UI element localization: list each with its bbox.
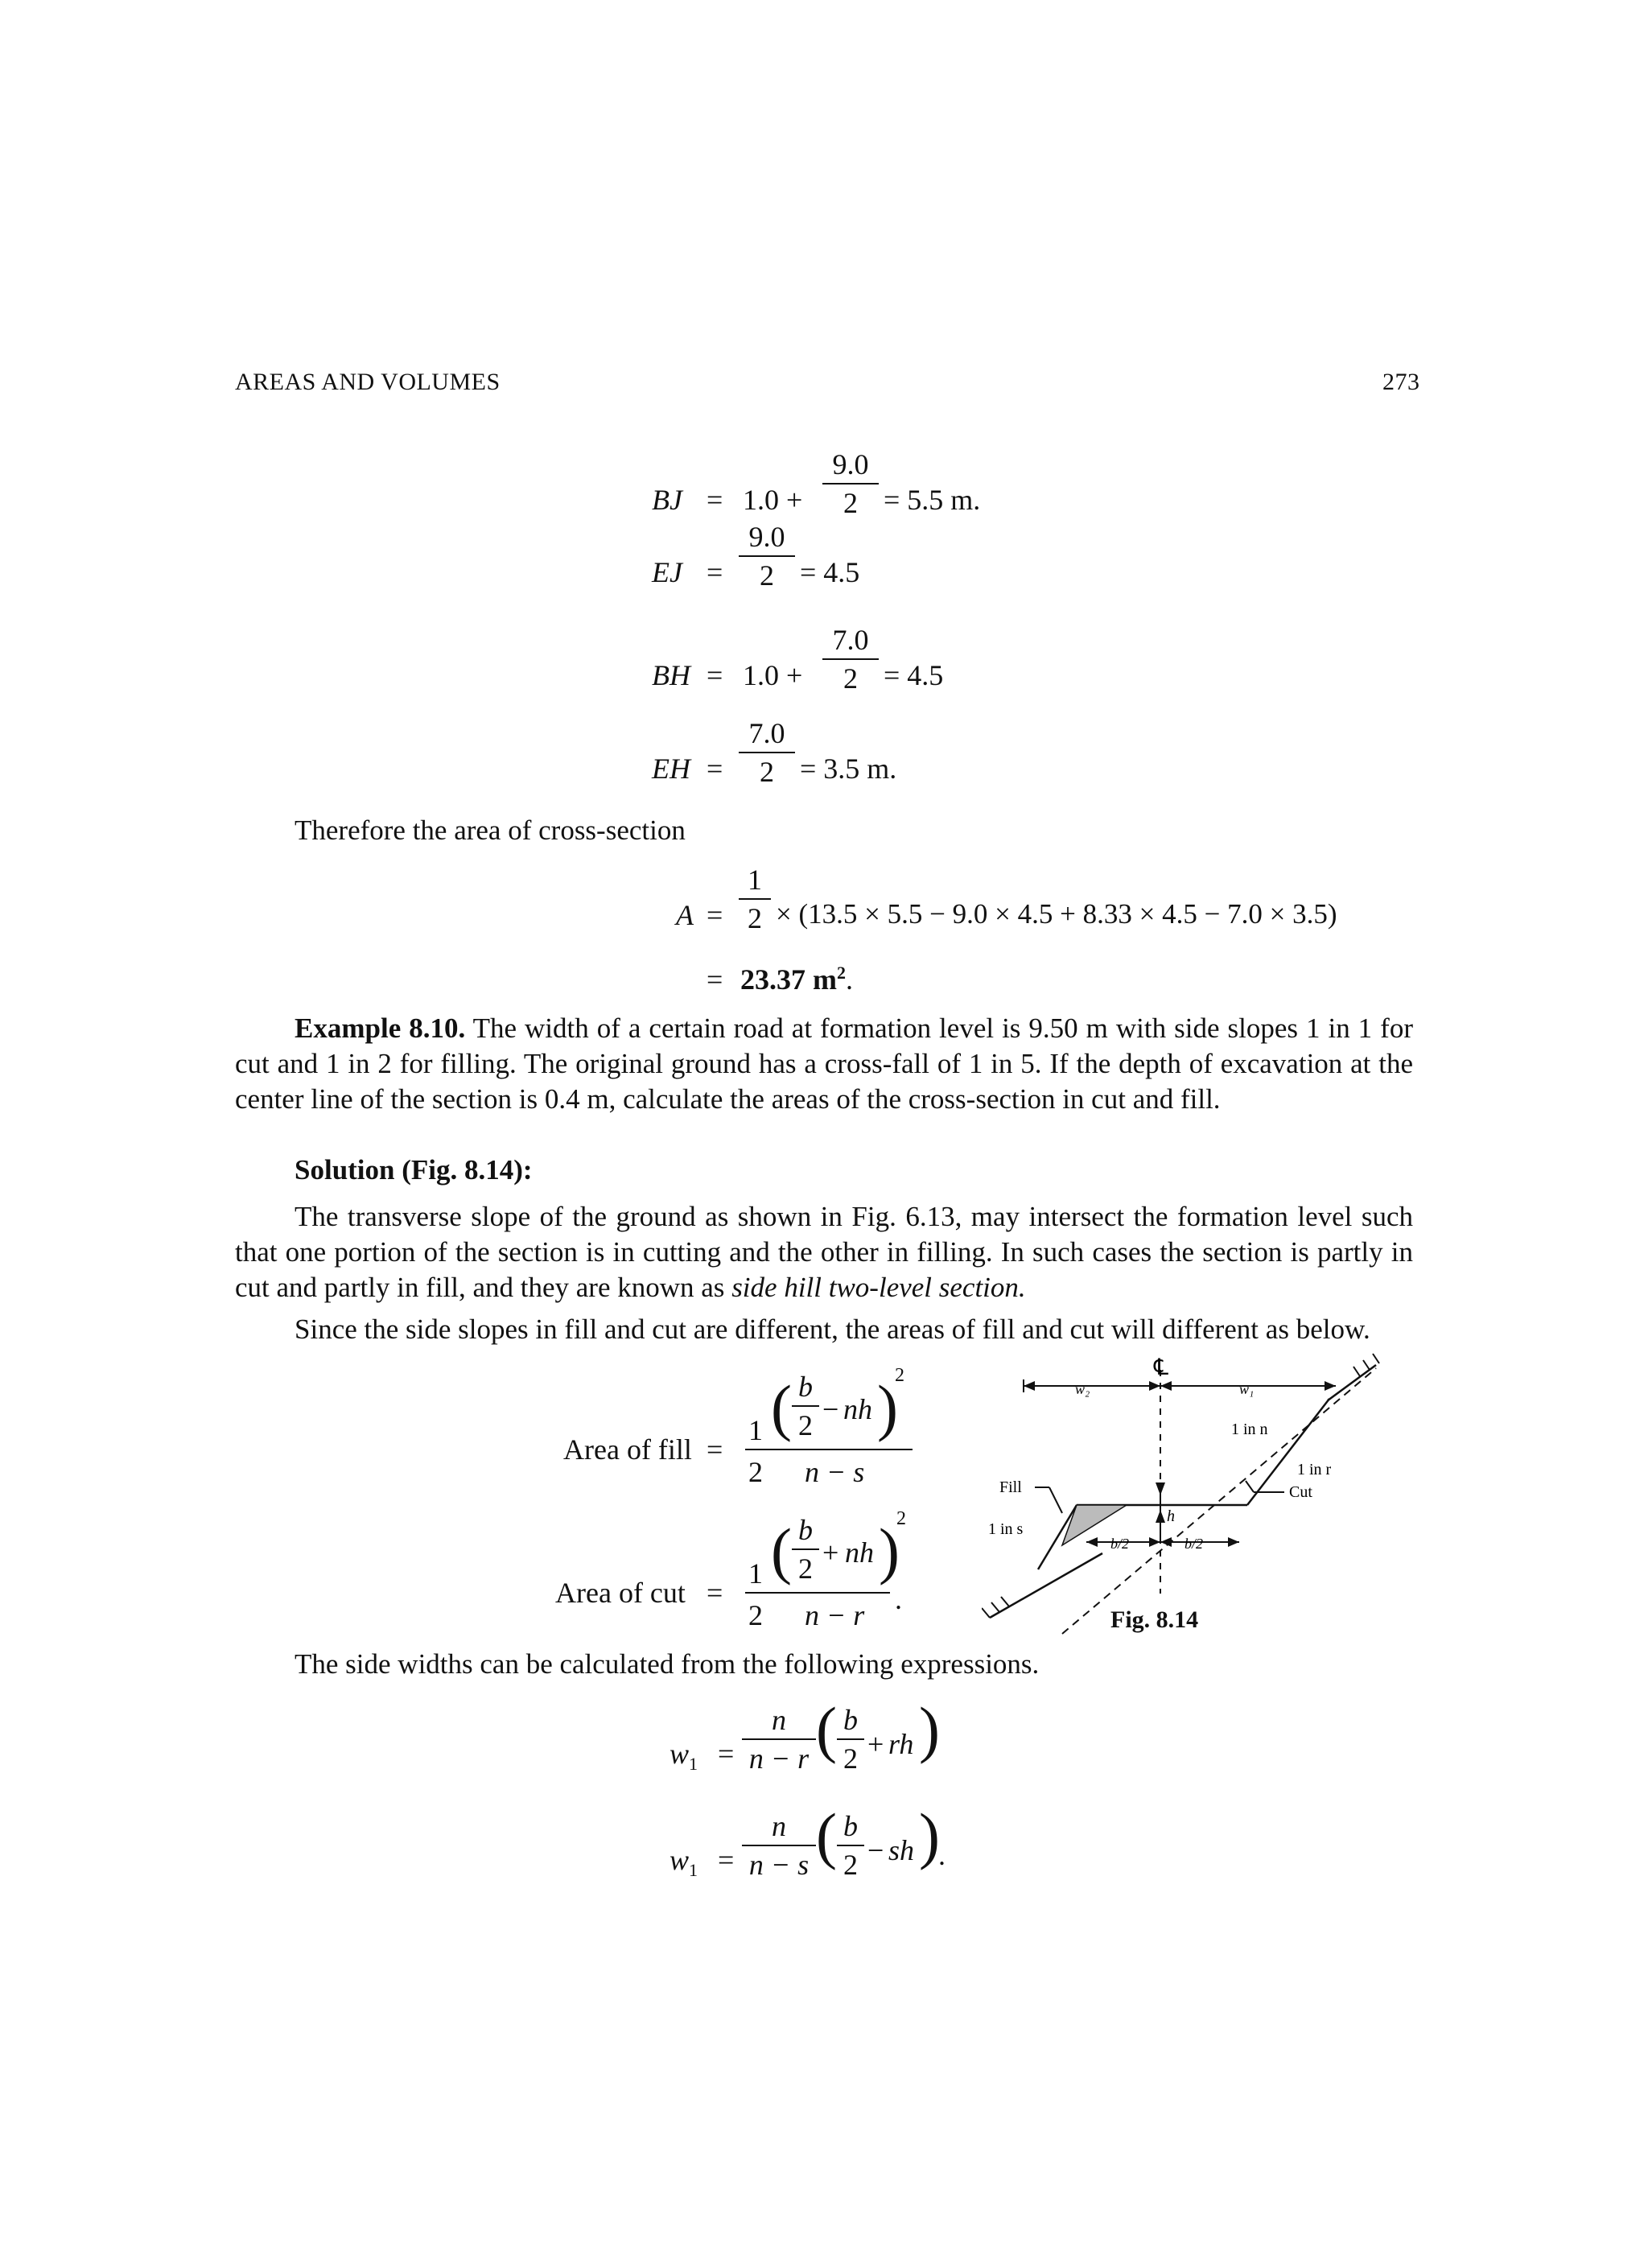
- equals-sign: =: [707, 659, 723, 691]
- fraction-half: $\frac{1}{2}$: [739, 863, 771, 935]
- right-paren: ): [877, 1372, 898, 1442]
- operator: +: [822, 1536, 839, 1569]
- right-paren: ): [879, 1515, 900, 1586]
- power: 2: [896, 1508, 906, 1529]
- fraction: $\frac{7.0}{2}$: [822, 623, 879, 695]
- half-den: 2: [748, 1456, 763, 1488]
- equals-sign: =: [707, 1577, 723, 1609]
- lhs-bh: BH: [652, 659, 690, 691]
- slope-s-label: 1 in s: [988, 1520, 1024, 1538]
- example-paragraph: [235, 1011, 1413, 1117]
- term: nh: [845, 1536, 874, 1569]
- solution-heading: Solution (Fig. 8.14):: [295, 1154, 533, 1186]
- equals-sign: =: [707, 1433, 723, 1466]
- b-over-2: $\frac{b}{2}$: [792, 1513, 819, 1586]
- operator: −: [822, 1393, 839, 1425]
- equals-sign: =: [707, 963, 723, 996]
- slope-n-label: 1 in n: [1231, 1421, 1268, 1438]
- slope-r-label: 1 in r: [1297, 1461, 1332, 1478]
- half-num: 1: [748, 1414, 763, 1446]
- running-header: AREAS AND VOLUMES: [235, 369, 501, 395]
- operator: +: [867, 1728, 884, 1760]
- lhs-ej: EJ: [652, 556, 682, 588]
- lhs-eh: EH: [652, 753, 690, 785]
- equals-sign: =: [718, 1844, 735, 1876]
- main-fraction-bar: [745, 1449, 913, 1450]
- right-paren: ): [919, 1694, 940, 1764]
- left-paren: (: [771, 1515, 792, 1586]
- b-over-2: $\frac{b}{2}$: [837, 1703, 864, 1775]
- figure-8-14: [982, 1352, 1400, 1642]
- denominator: n − s: [805, 1456, 865, 1488]
- main-fraction-bar: [745, 1592, 890, 1594]
- equals-sign: =: [707, 556, 723, 588]
- b-over-2: $\frac{b}{2}$: [837, 1809, 864, 1882]
- area-value: 23.37 $m^2$.: [740, 963, 853, 996]
- period: .: [895, 1583, 902, 1615]
- result: = 3.5 m.: [800, 753, 897, 785]
- denominator: n − r: [805, 1599, 865, 1631]
- term: sh: [888, 1834, 915, 1866]
- equals-sign: =: [707, 484, 723, 516]
- n-fraction: $\frac{n}{n - s}$: [742, 1809, 816, 1882]
- example-text: The width of a certain road at formation level is 9.50 m with side slopes 1 in 1 for cut and 1 in 2 for filling. The original ground has a cross-fall of 1 in 5. If the depth of excavation at the center line of the section is 0.4 m, calculate the areas of the cross-section in cut and fill.: [235, 1012, 1413, 1115]
- cross-section-text: Therefore the area of cross-section: [295, 814, 686, 846]
- lhs-bj: BJ: [652, 484, 682, 516]
- example-label: Example 8.10.: [295, 1012, 466, 1044]
- left-paren: (: [771, 1372, 792, 1442]
- operator: −: [867, 1834, 884, 1866]
- equals-sign: =: [707, 753, 723, 785]
- lhs-w: $w_1$: [670, 1738, 698, 1775]
- left-paren: (: [816, 1800, 837, 1870]
- period: .: [938, 1839, 946, 1871]
- area-of-cut-label: Area of cut: [555, 1577, 686, 1609]
- w2-label: w₂: [1075, 1381, 1090, 1397]
- left-paren: (: [816, 1694, 837, 1764]
- term-constant: 1.0 +: [743, 484, 803, 516]
- b-half-right: b/2: [1184, 1536, 1204, 1552]
- area-of-fill-label: Area of fill: [563, 1433, 692, 1466]
- cut-label: Cut: [1289, 1483, 1312, 1501]
- equals-sign: =: [707, 899, 723, 931]
- result: = 5.5 m.: [884, 484, 981, 516]
- term-constant: 1.0 +: [743, 659, 803, 691]
- lhs-a: A: [676, 899, 694, 931]
- b-over-2: $\frac{b}{2}$: [792, 1370, 819, 1442]
- fraction: $\frac{9.0}{2}$: [739, 520, 795, 592]
- term: rh: [888, 1728, 914, 1760]
- paragraph-section: The transverse slope of the ground as shown in Fig. 6.13, may intersect the formation level such that one portion of the section is in cutting and the other in filling. In such cases the section is partly in cut and partly in fill, and they are known as side hill two-level section.: [235, 1201, 1413, 1303]
- fraction: $\frac{9.0}{2}$: [822, 447, 879, 520]
- b-half-left: b/2: [1110, 1536, 1130, 1552]
- result: = 4.5: [800, 556, 860, 588]
- paragraph-areas: Since the side slopes in fill and cut are different, the areas of fill and cut will different as below.: [295, 1313, 1370, 1345]
- half-den: 2: [748, 1599, 763, 1631]
- w1-label: w₁: [1239, 1381, 1255, 1397]
- lhs-w: $w_1$: [670, 1844, 698, 1881]
- figure-caption: Fig. 8.14: [1110, 1606, 1199, 1633]
- paragraph-side-widths: The side widths can be calculated from the following expressions.: [295, 1648, 1040, 1680]
- page-number: 273: [1382, 369, 1420, 395]
- centerline-symbol: ℄: [1154, 1355, 1168, 1380]
- result: = 4.5: [884, 659, 944, 691]
- equals-sign: =: [718, 1738, 735, 1770]
- half-num: 1: [748, 1557, 763, 1590]
- right-paren: ): [919, 1800, 940, 1870]
- h-label: h: [1167, 1507, 1175, 1525]
- power: 2: [895, 1365, 904, 1386]
- fraction: $\frac{7.0}{2}$: [739, 716, 795, 789]
- fill-label: Fill: [999, 1478, 1022, 1496]
- n-fraction: $\frac{n}{n - r}$: [742, 1703, 816, 1775]
- term: nh: [843, 1393, 872, 1425]
- area-expression: × (13.5 × 5.5 − 9.0 × 4.5 + 8.33 × 4.5 − 7.0 × 3.5): [776, 898, 1337, 930]
